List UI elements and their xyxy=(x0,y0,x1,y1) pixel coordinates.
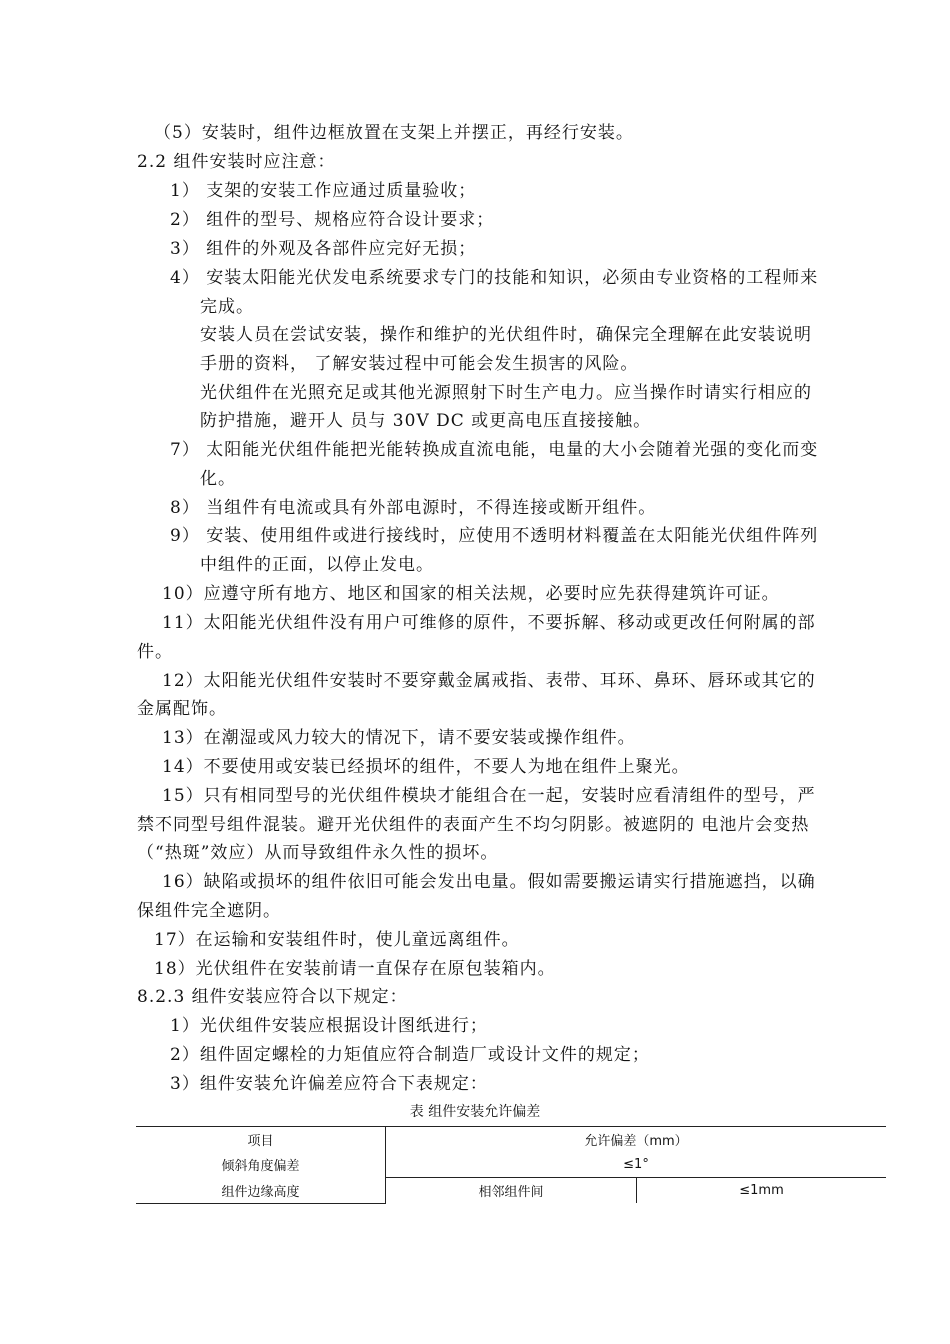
table-row xyxy=(136,1178,886,1204)
list-item-continuation: 保组件完全遮阴。 xyxy=(137,901,281,921)
list-item-continuation: 件。 xyxy=(137,642,173,662)
list-item: 14）不要使用或安装已经损坏的组件，不要人为地在组件上聚光。 xyxy=(162,757,690,777)
table-header-cell: 允许偏差（mm） xyxy=(386,1127,887,1153)
table-cell: 组件边缘高度 xyxy=(136,1178,386,1204)
list-item: 8） 当组件有电流或具有外部电源时，不得连接或断开组件。 xyxy=(170,498,657,518)
list-item-continuation: 中组件的正面，以停止发电。 xyxy=(200,555,434,575)
list-item: 光伏组件在光照充足或其他光源照射下时生产电力。应当操作时请实行相应的 xyxy=(200,383,812,403)
section-heading: 2.2 组件安装时应注意： xyxy=(137,152,336,172)
table-cell: 倾斜角度偏差 xyxy=(136,1152,386,1178)
list-item: 18）光伏组件在安装前请一直保存在原包装箱内。 xyxy=(154,959,556,979)
list-item: 安装人员在尝试安装，操作和维护的光伏组件时，确保完全理解在此安装说明 xyxy=(200,325,812,345)
list-item: 3）组件安装允许偏差应符合下表规定： xyxy=(170,1074,488,1094)
list-item-continuation: 禁不同型号组件混装。避开光伏组件的表面产生不均匀阴影。被遮阴的 电池片会变热 xyxy=(137,815,810,835)
list-item: 3） 组件的外观及各部件应完好无损； xyxy=(170,239,477,259)
list-item: 10）应遵守所有地方、地区和国家的相关法规，必要时应先获得建筑许可证。 xyxy=(162,584,780,604)
table-caption: 表 组件安装允许偏差 xyxy=(409,1104,541,1120)
list-item: 1） 支架的安装工作应通过质量验收； xyxy=(170,181,477,201)
list-item-continuation: 防护措施，避开人 员与 30V DC 或更高电压直接接触。 xyxy=(200,411,652,431)
list-item: 9） 安装、使用组件或进行接线时，应使用不透明材料覆盖在太阳能光伏组件阵列 xyxy=(170,526,819,546)
table-cell: ≤1mm xyxy=(739,1183,784,1198)
table-header-cell: 项目 xyxy=(136,1127,386,1153)
list-item-continuation: 金属配饰。 xyxy=(137,699,227,719)
list-item-continuation: 完成。 xyxy=(200,297,254,317)
list-item-continuation: 化。 xyxy=(200,469,236,489)
tolerance-table xyxy=(136,1126,886,1204)
list-item: 13）在潮湿或风力较大的情况下，请不要安装或操作组件。 xyxy=(162,728,636,748)
table-cell: 相邻组件间 xyxy=(386,1178,637,1204)
list-item: 12）太阳能光伏组件安装时不要穿戴金属戒指、表带、耳环、鼻环、唇环或其它的 xyxy=(162,671,816,691)
list-item: 2）组件固定螺栓的力矩值应符合制造厂或设计文件的规定； xyxy=(170,1045,650,1065)
section-heading: 8.2.3 组件安装应符合以下规定： xyxy=(137,987,408,1007)
table-cell: ≤1° xyxy=(386,1152,887,1178)
list-item: 2） 组件的型号、规格应符合设计要求； xyxy=(170,210,495,230)
list-item: 11）太阳能光伏组件没有用户可维修的原件，不要拆解、移动或更改任何附属的部 xyxy=(162,613,816,633)
table-header-row xyxy=(136,1127,886,1153)
list-item: 7） 太阳能光伏组件能把光能转换成直流电能，电量的大小会随着光强的变化而变 xyxy=(170,440,819,460)
list-item: 15）只有相同型号的光伏组件模块才能组合在一起，安装时应看清组件的型号，严 xyxy=(162,786,816,806)
list-item: 4） 安装太阳能光伏发电系统要求专门的技能和知识，必须由专业资格的工程师来 xyxy=(170,268,819,288)
list-item: 16）缺陷或损坏的组件依旧可能会发出电量。假如需要搬运请实行措施遮挡，以确 xyxy=(162,872,816,892)
list-item: 1）光伏组件安装应根据设计图纸进行； xyxy=(170,1016,488,1036)
list-item: 17）在运输和安装组件时，使儿童远离组件。 xyxy=(154,930,520,950)
list-item-continuation: （“热斑”效应）从而导致组件永久性的损坏。 xyxy=(137,843,499,863)
table-row xyxy=(136,1152,886,1178)
text-line: （5）安装时，组件边框放置在支架上并摆正，再经行安装。 xyxy=(154,123,634,143)
list-item-continuation: 手册的资料， 了解安装过程中可能会发生损害的风险。 xyxy=(200,354,639,374)
